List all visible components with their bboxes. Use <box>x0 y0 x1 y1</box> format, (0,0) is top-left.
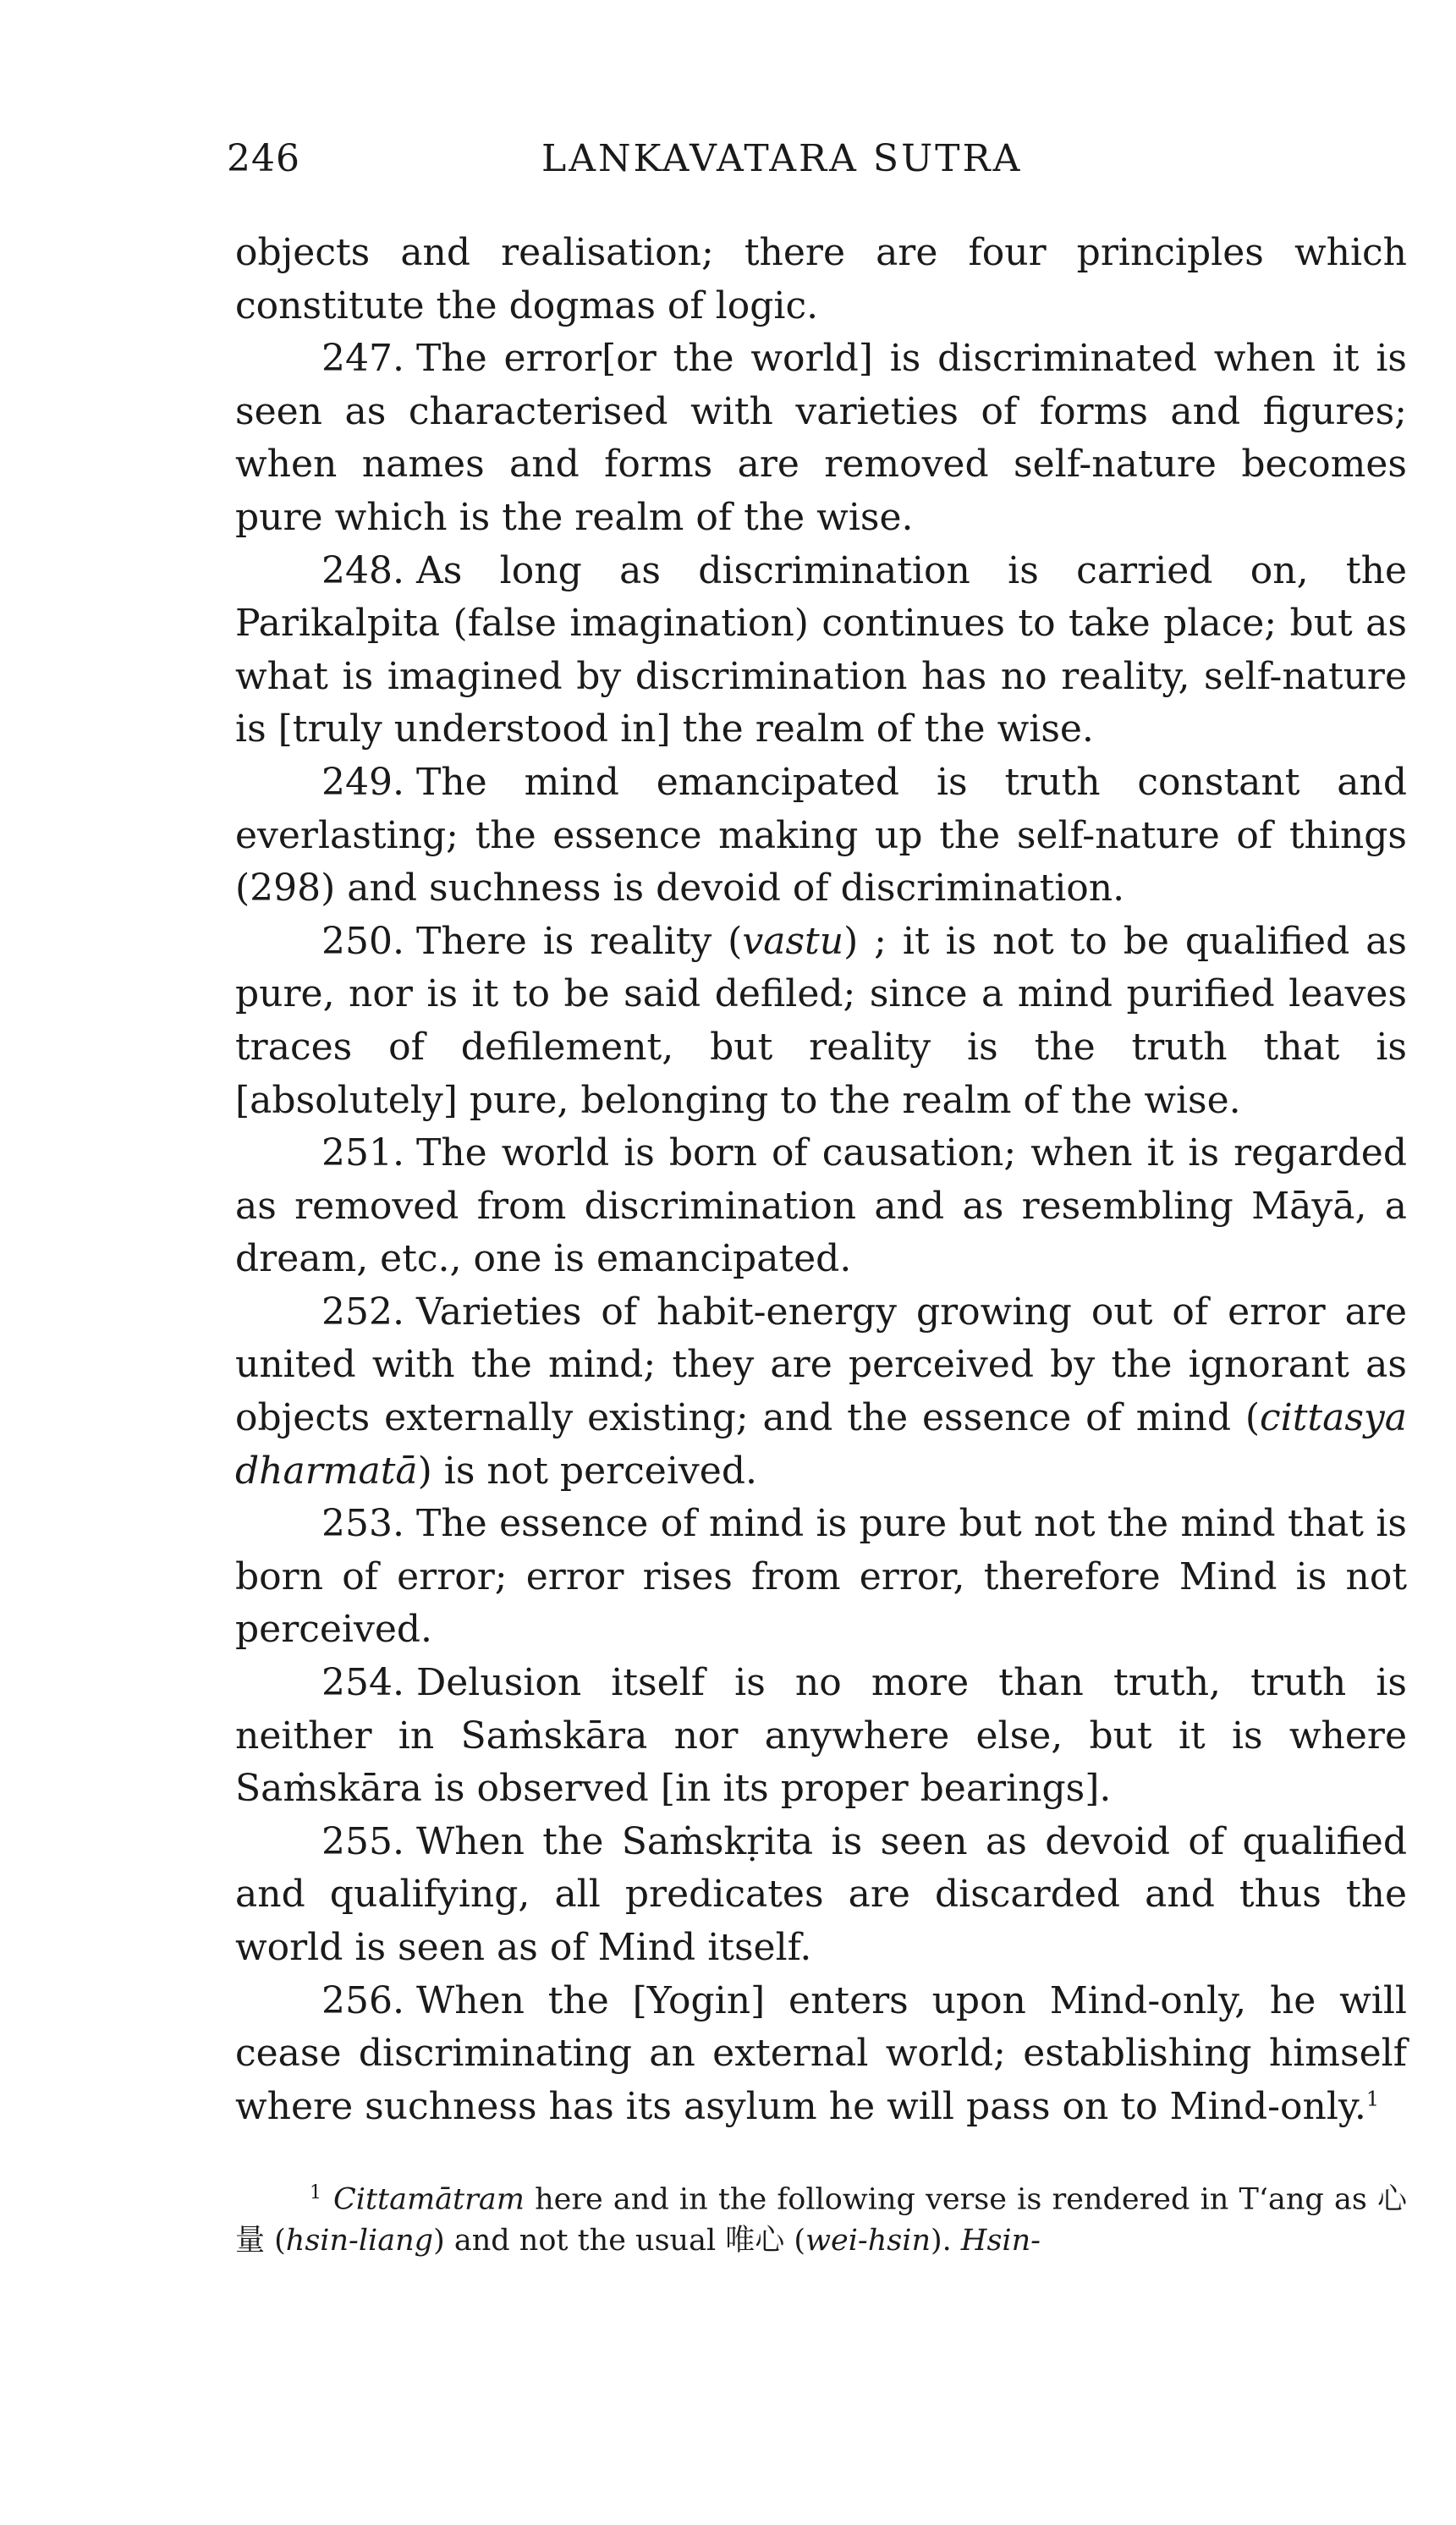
verse-text: The mind emancipated is truth constant and everlasting; the essence making up the self-nature of things (298) and suchness is devoid of discrimination. <box>235 760 1407 910</box>
verse-number: 249. <box>321 760 404 804</box>
verse-text: The world is born of causation; when it is regarded as removed from discrimination and as resembling Māyā, a dream, etc., one is emancipated. <box>235 1131 1407 1281</box>
footnotes <box>235 2173 1407 2261</box>
footnote-text: . <box>942 2223 961 2258</box>
verse-text: There is reality ( <box>415 919 743 963</box>
footnote-term: Cittamātram <box>333 2182 525 2217</box>
body-text <box>235 227 1407 2133</box>
romanization: hsin-liang <box>285 2223 434 2258</box>
verse-256 <box>235 1975 1407 2134</box>
verse-text-cont: ) is not perceived. <box>417 1449 757 1493</box>
running-title: LANKAVATARA SUTRA <box>541 137 1023 180</box>
verse-254 <box>235 1657 1407 1816</box>
verse-text: The essence of mind is pure but not the mind that is born of error; error rises from error, therefore Mind is not perceived. <box>235 1502 1407 1652</box>
verse-251 <box>235 1127 1407 1286</box>
verse-text: Delusion itself is no more than truth, truth is neither in Saṁskāra nor anywhere else, but it is where Saṁskāra is observed [in its proper bearings]. <box>235 1661 1407 1811</box>
verse-number: 248. <box>321 548 404 592</box>
verse-number: 253. <box>321 1502 404 1546</box>
verse-number: 254. <box>321 1661 404 1705</box>
paragraph-continued <box>235 227 1407 333</box>
verse-number: 256. <box>321 1978 404 2022</box>
verse-252 <box>235 1286 1407 1498</box>
footnote-1: $^1$ Cittamātram here and in the following verse is rendered in T‘ang as 心量 (hsin-liang) and not the usual 唯心 (wei-hsin). Hsin- <box>235 2182 1407 2258</box>
verse-253 <box>235 1498 1407 1657</box>
footnote-text: here and in the following verse is rendered in T‘ang as <box>524 2182 1377 2217</box>
verse-text: When the Saṁskṛita is seen as devoid of qualified and qualifying, all predicates are discarded and thus the world is seen as of Mind itself. <box>235 1819 1407 1969</box>
verse-number: 252. <box>321 1290 404 1334</box>
verse-247 <box>235 333 1407 544</box>
verse-number: 251. <box>321 1131 404 1175</box>
verse-text: When the [Yogin] enters upon Mind-only, he will cease discriminating an external world; establishing himself where suchness has its asylum he will pass on to Mind-only. <box>235 1978 1407 2128</box>
footnote-reference[interactable]: 1 <box>1365 2087 1380 2111</box>
sanskrit-term: vastu <box>742 919 844 963</box>
chinese-characters: 心量 <box>235 2182 1407 2258</box>
verse-text: As long as discrimination is carried on, the Parikalpita (false imagination) continues to take place; but as what is imagined by discrimination has no reality, self-nature is [truly understood in] the realm of the wise. <box>235 548 1407 751</box>
verse-250 <box>235 916 1407 1127</box>
page-header <box>227 134 1411 184</box>
verse-249 <box>235 756 1407 916</box>
verse-number: 255. <box>321 1819 404 1863</box>
paragraph-text: objects and realisation; there are four principles which constitute the dogmas of logic. <box>235 231 1407 327</box>
verse-text: Varieties of habit-energy growing out of error are united with the mind; they are perceived by the ignorant as objects externally existing; and the essence of mind ( <box>235 1290 1407 1440</box>
page-number: 246 <box>227 137 300 180</box>
verse-248 <box>235 545 1407 756</box>
verse-255 <box>235 1816 1407 1975</box>
verse-number: 250. <box>321 919 404 963</box>
footnote-marker: 1 <box>310 2182 321 2203</box>
romanization: wei-hsin <box>805 2223 931 2258</box>
verse-text-cont: ) ; it is not to be qualified as pure, nor is it to be said defiled; since a mind purified leaves traces of defilement, but reality is the truth that is [absolutely] pure, belonging to the realm of the wise. <box>235 919 1408 1122</box>
sanskrit-term: cittasya dharmatā <box>235 1396 1407 1493</box>
verse-number: 247. <box>321 337 404 381</box>
footnote-text: and not the usual <box>444 2223 726 2258</box>
footnote-trailing-term: Hsin- <box>960 2223 1041 2258</box>
verse-text: The error[or the world] is discriminated when it is seen as characterised with varieties of forms and figures; when names and forms are removed self-nature becomes pure which is the realm of the wise. <box>235 337 1407 539</box>
chinese-characters: 唯心 <box>725 2223 785 2258</box>
